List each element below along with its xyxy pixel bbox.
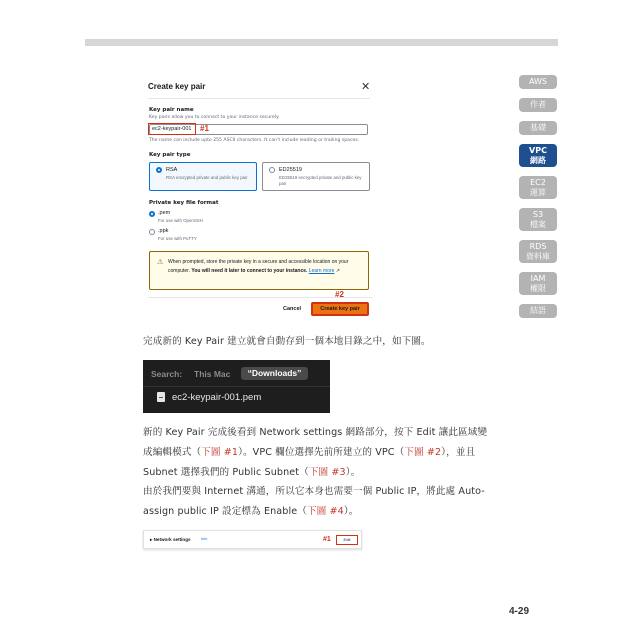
cancel-button[interactable]: Cancel (283, 306, 302, 312)
key-pair-name-label: Key pair name (149, 107, 194, 113)
tab-aws: AWS (519, 75, 557, 89)
paragraph-3 (143, 482, 513, 522)
tab-vpc: VPC 網路 (519, 144, 557, 167)
create-key-pair-button[interactable]: Create key pair (311, 302, 369, 316)
tab-s3: S3 檔案 (519, 208, 557, 231)
info-link[interactable]: Info (201, 537, 208, 541)
ed25519-desc: ED25519 encrypted private and public key pair (279, 175, 362, 186)
tab-author: 作者 (519, 98, 557, 112)
external-link-icon: ↗ (335, 267, 340, 274)
learn-more-link[interactable]: Learn more (308, 267, 335, 274)
edit-button[interactable]: Edit (336, 535, 358, 545)
finder-scope-this-mac[interactable]: This Mac (194, 369, 231, 379)
paragraph-2-line-1: 新的 Key Pair 完成後看到 Network settings 網路部分，按下 Edit 讓此區域變 (143, 427, 488, 438)
warning-alert (149, 251, 369, 290)
marker-2: #2 (335, 290, 344, 299)
dialog-title: Create key pair (148, 82, 206, 91)
page-number: 4-29 (509, 606, 530, 617)
radio-selected-icon[interactable] (156, 167, 162, 173)
marker-1-network: #1 (323, 536, 331, 543)
rsa-option[interactable] (149, 162, 257, 191)
ed25519-title: ED25519 (279, 167, 302, 173)
file-format-label: Private key file format (149, 200, 219, 206)
finder-search-label: Search: (151, 369, 183, 379)
rsa-desc: RSA encrypted private and public key pair (166, 175, 248, 180)
tab-ec2: EC2 運算 (519, 176, 557, 199)
paragraph-3-line-1: 由於我們要與 Internet 溝通，所以它本身也需要一個 Public IP，將此處 Auto- (143, 486, 485, 497)
file-name[interactable]: ec2-keypair-001.pem (172, 392, 262, 403)
key-pair-name-hint: Key pairs allow you to connect to your instance securely. (149, 115, 280, 120)
paragraph-2-line-2: 成編輯模式（下圖 #1）。VPC 欄位選擇先前所建立的 VPC（下圖 #2），並且 (143, 447, 476, 458)
warning-icon: ⚠ (157, 259, 164, 266)
paragraph-3-line-2: assign public IP 設定標為 Enable（下圖 #4）。 (143, 506, 359, 517)
pem-radio-icon[interactable] (149, 211, 155, 217)
close-icon[interactable]: ✕ (361, 81, 371, 93)
ppk-radio-icon[interactable] (149, 229, 155, 235)
network-settings-bar (143, 530, 362, 549)
ppk-desc: For use with PuTTY (158, 236, 197, 241)
network-settings-title[interactable]: ▸ Network settings (150, 537, 191, 542)
ppk-title: .ppk (158, 228, 169, 234)
finder-downloads-pill[interactable]: “Downloads” (241, 367, 308, 380)
pem-title: .pem (158, 210, 171, 216)
marker-1: #1 (200, 124, 209, 133)
divider (143, 386, 330, 387)
rsa-title: RSA (166, 167, 178, 173)
key-pair-name-value[interactable]: ec2-keypair-001 (148, 123, 196, 135)
ed25519-option[interactable] (262, 162, 370, 191)
key-pair-type-label: Key pair type (149, 152, 191, 158)
paragraph-2 (143, 423, 513, 483)
document-icon (157, 392, 165, 402)
key-pair-name-constraint: The name can include upto 255 ASCII characters. It can't include leading or trailing spaces. (149, 138, 360, 143)
top-rule (85, 39, 558, 46)
finder-search-screenshot (143, 360, 330, 413)
chapter-tabs (519, 75, 557, 327)
paragraph-1: 完成新的 Key Pair 建立就會自動存到一個本地目錄之中，如下圖。 (143, 336, 431, 347)
paragraph-2-line-3: Subnet 選擇我們的 Public Subnet（下圖 #3）。 (143, 467, 361, 478)
divider (148, 98, 370, 99)
tab-rds: RDS 資料庫 (519, 240, 557, 263)
tab-iam: IAM 權限 (519, 272, 557, 295)
tab-conclusion: 結語 (519, 304, 557, 318)
tab-basics: 基礎 (519, 121, 557, 135)
warning-text: When prompted, store the private key in a secure and accessible location on your computer. You will need it later to connect to your instance. Learn more ↗ (168, 259, 349, 274)
radio-icon[interactable] (269, 167, 275, 173)
pem-desc: For use with OpenSSH (158, 218, 203, 223)
